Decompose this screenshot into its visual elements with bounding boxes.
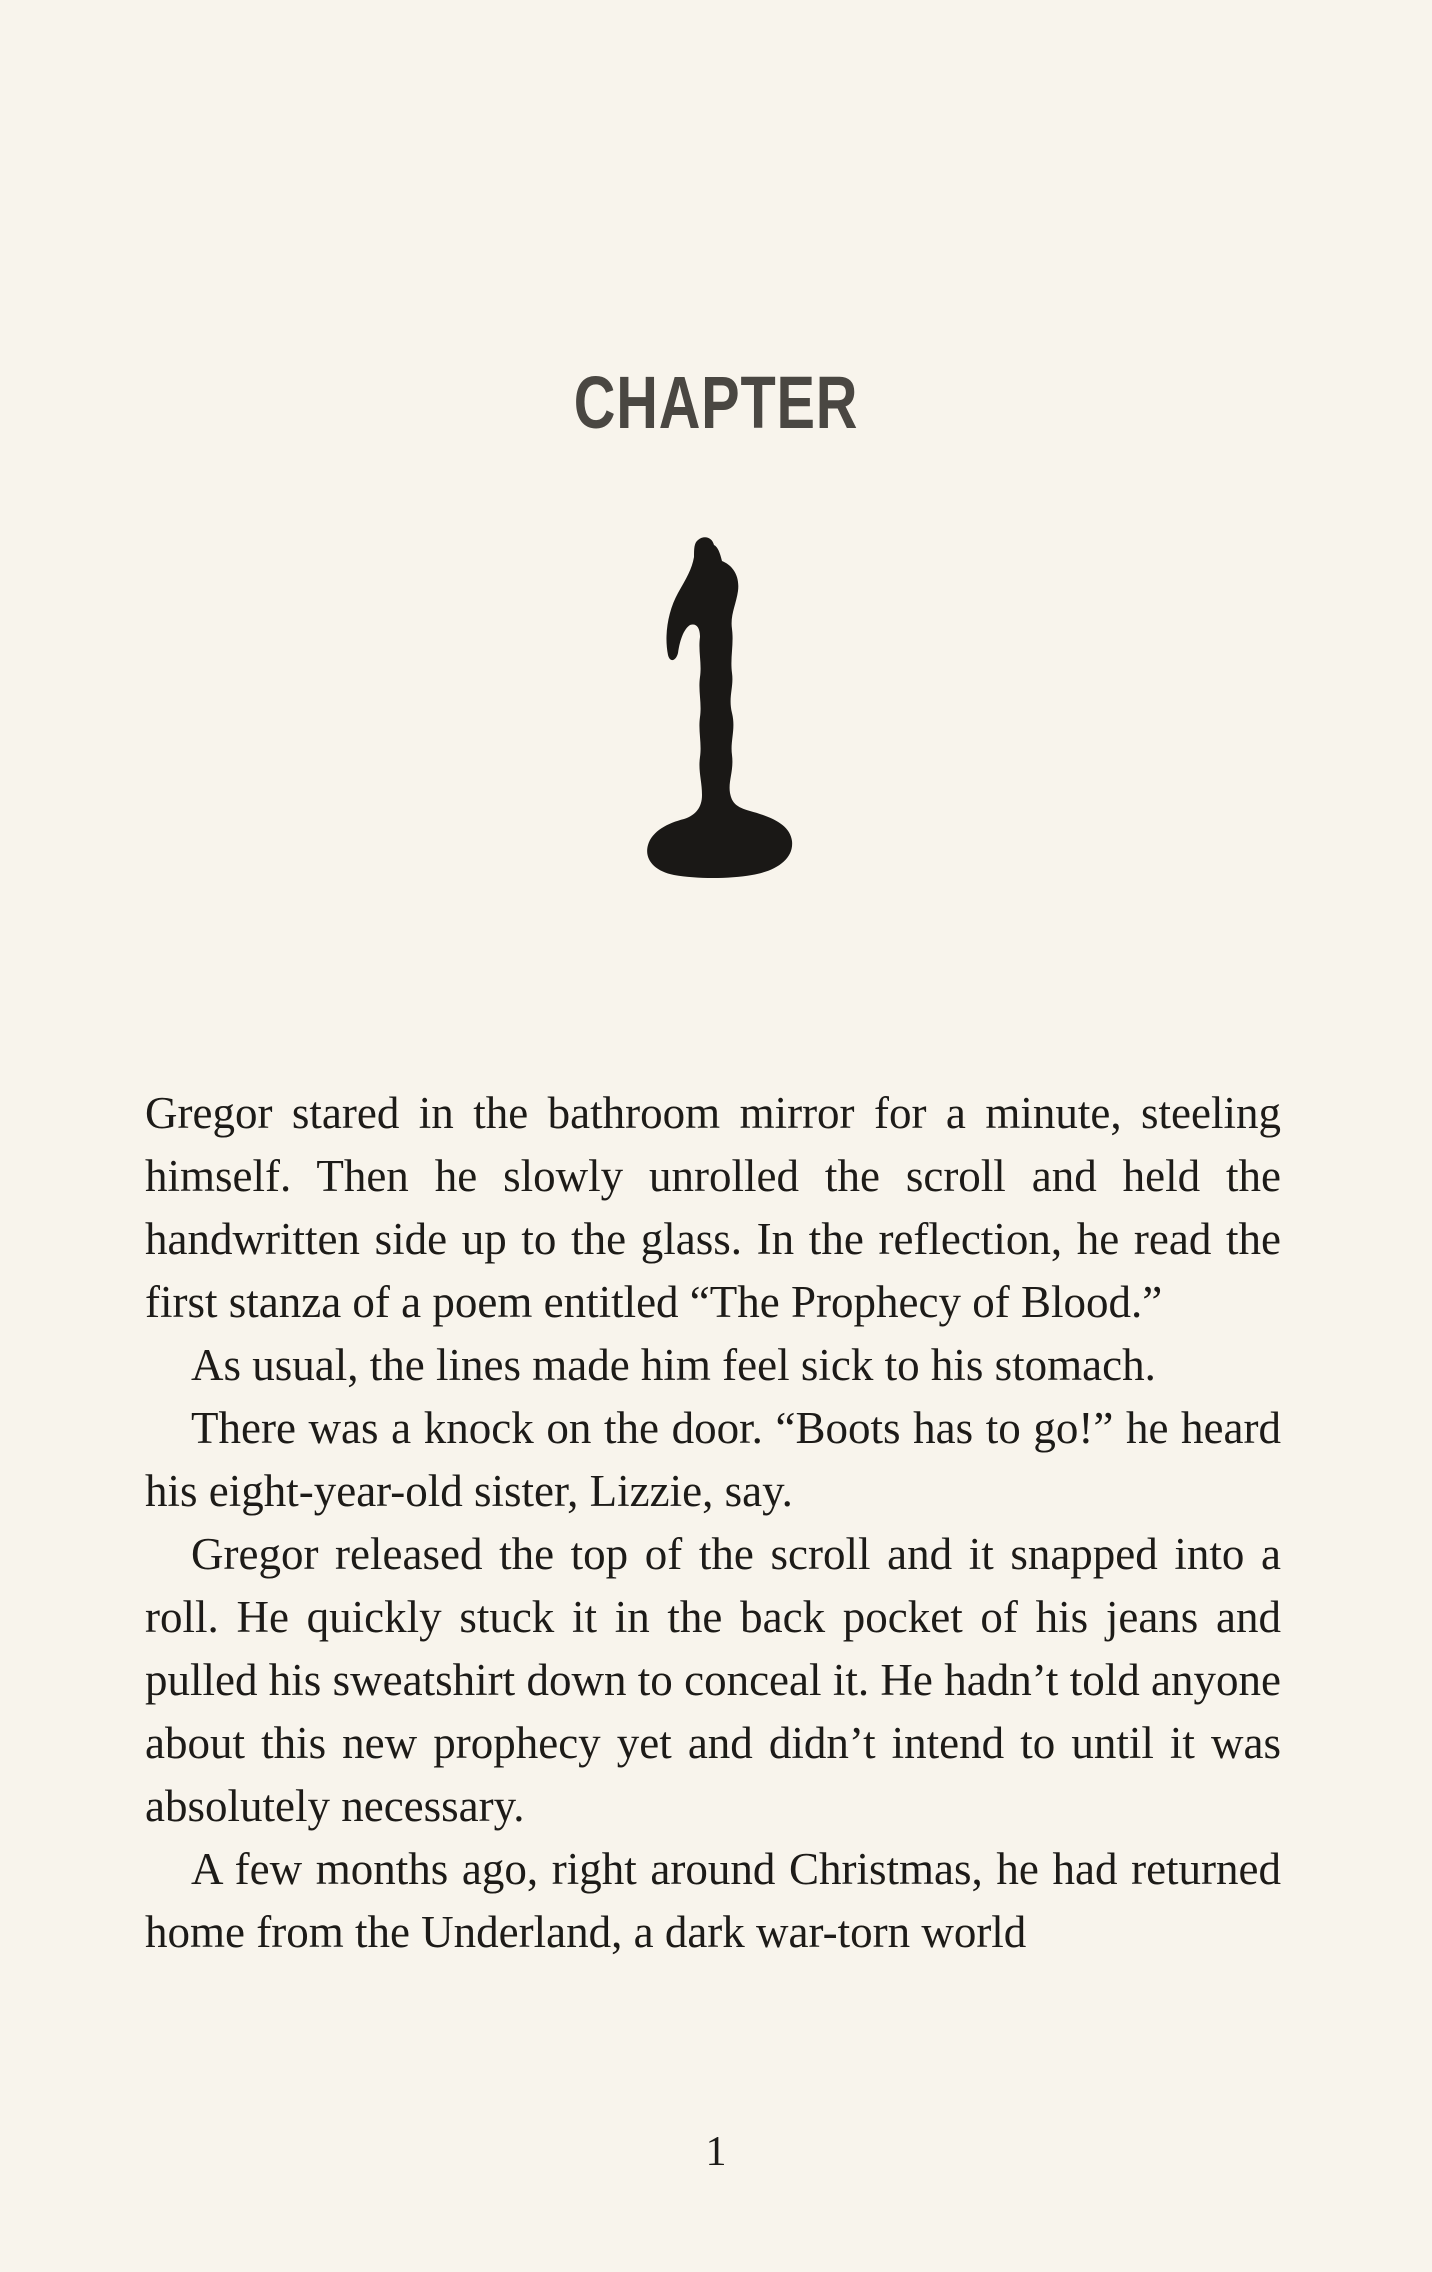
paragraph: As usual, the lines made him feel sick to his stomach.	[191, 1340, 1156, 1390]
paragraph: There was a knock on the door. “Boots has to go!” he heard his eight-year-old sister, Lizzie, say.	[145, 1403, 1281, 1516]
chapter-number-glyph	[640, 535, 800, 895]
page-number: 1	[705, 2129, 727, 2175]
paragraph: Gregor stared in the bathroom mirror for a minute, steeling himself. Then he slowly unrolled the scroll and held the handwritten side up to the glass. In the reflection, he read the first stanza of a poem entitled “The Prophecy of Blood.”	[145, 1088, 1281, 1327]
paragraph: A few months ago, right around Christmas, he had returned home from the Underland, a dark war-torn world	[145, 1844, 1281, 1957]
chapter-label: CHAPTER	[573, 361, 859, 444]
paragraph: Gregor released the top of the scroll and it snapped into a roll. He quickly stuck it in the back pocket of his jeans and pulled his sweatshirt down to conceal it. He hadn’t told anyone about this new prophecy yet and didn’t intend to until it was absolutely necessary.	[145, 1529, 1281, 1831]
chapter-number	[640, 535, 800, 895]
chapter-body	[145, 1082, 1281, 1964]
